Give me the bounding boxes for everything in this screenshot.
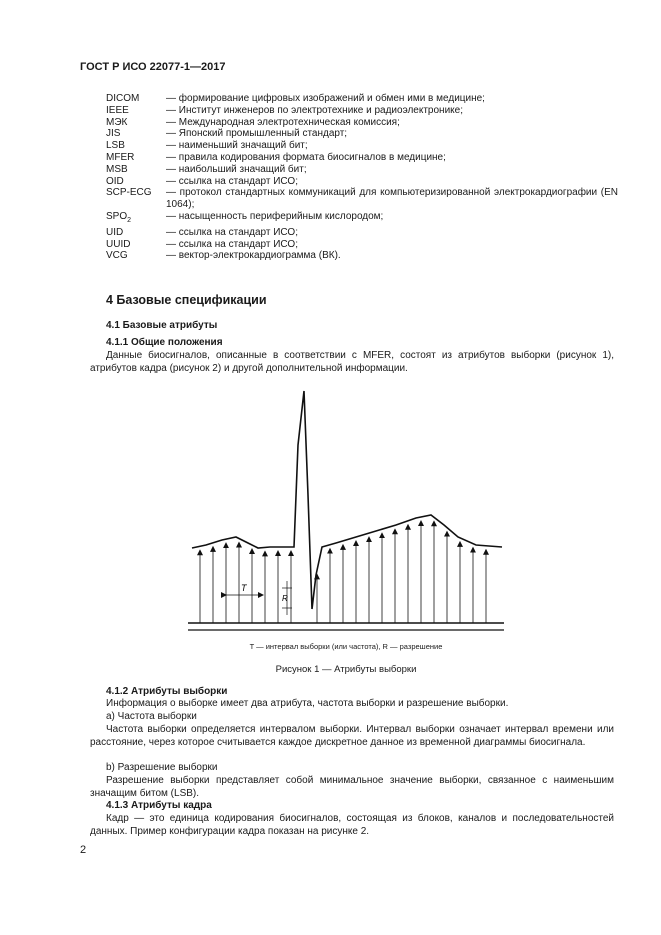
document-header: ГОСТ Р ИСО 22077-1—2017 [80, 61, 226, 73]
abbreviation-term: UID [106, 226, 124, 238]
abbreviation-term: VCG [106, 250, 128, 262]
figure-1-note: T — интервал выборки (или частота), R — разрешение [249, 642, 443, 651]
section-4-1-1-heading: 4.1.1 Общие положения [106, 337, 223, 348]
abbreviation-definition: — наименьший значащий бит; [166, 140, 308, 152]
section-4-1-2-heading: 4.1.2 Атрибуты выборки [106, 686, 228, 697]
abbreviation-row [106, 105, 618, 117]
abbreviation-row [106, 152, 618, 164]
abbreviation-definition: — Международная электротехническая комиссия; [166, 116, 400, 128]
abbreviation-row [106, 227, 618, 239]
abbreviation-row [106, 140, 618, 152]
abbreviation-term: JIS [106, 128, 121, 140]
paragraph-text: Частота выборки определяется интервалом выборки. Интервал выборки означает интервал времени или расстояние, через которое считывается каждое дискретное данное из временной диаграммы биосигнала. [90, 724, 614, 748]
abbreviation-term: SCP-ECG [106, 187, 152, 199]
section-4-1-heading: 4.1 Базовые атрибуты [106, 320, 218, 331]
paragraph-text: Разрешение выборки представляет собой минимальное значение выборки, связанное с наименьшим значащим битом (LSB). [90, 775, 614, 799]
abbreviation-term: UUID [106, 238, 131, 250]
label-R: R [282, 594, 288, 603]
abbreviation-list [106, 93, 618, 262]
abbreviation-term: IEEE [106, 104, 129, 116]
paragraph-4-1-1 [90, 350, 614, 375]
abbreviation-row [106, 176, 618, 188]
abbreviation-definition: — насыщенность периферийным кислородом; [166, 210, 384, 222]
abbreviation-term: LSB [106, 140, 125, 152]
abbreviation-definition: — Японский промышленный стандарт; [166, 128, 348, 140]
paragraph-text: Данные биосигналов, описанные в соответствии с MFER, состоят из атрибутов выборки (рисунок 1), атрибутов кадра (рисунок 2) и другой дополнительной информации. [90, 350, 614, 374]
abbreviation-row [106, 187, 618, 211]
paragraph-text: Информация о выборке имеет два атрибута, частота выборки и разрешение выборки. [106, 698, 509, 709]
paragraph-text: Кадр — это единица кодирования биосигналов, состоящая из блоков, каналов и последовательностей данных. Пример конфигурации кадра показан на рисунке 2. [90, 813, 614, 837]
biosignal-waveform [192, 391, 502, 609]
abbreviation-row [106, 239, 618, 251]
sample-stick-group [200, 521, 486, 623]
section-4-1-3-heading: 4.1.3 Атрибуты кадра [106, 800, 212, 811]
item-a-label: а) Частота выборки [106, 711, 197, 722]
figure-1-caption: Рисунок 1 — Атрибуты выборки [275, 664, 417, 675]
abbreviation-row [106, 117, 618, 129]
abbreviation-definition: — наибольший значащий бит; [166, 163, 307, 175]
abbreviation-term: MSB [106, 163, 128, 175]
section-4-heading: 4 Базовые спецификации [106, 293, 267, 307]
abbreviation-definition: — правила кодирования формата биосигналов в медицине; [166, 151, 446, 163]
paragraph-4-1-2-intro [90, 698, 614, 711]
abbreviation-definition: — протокол стандартных коммуникаций для компьютеризированной электрокардиографии (EN 1064); [166, 187, 618, 211]
abbreviation-row [106, 128, 618, 140]
abbreviation-term: $SPO_2$ [106, 210, 132, 224]
interval-T-marker [226, 583, 263, 595]
abbreviation-definition: — Институт инженеров по электротехнике и радиоэлектронике; [166, 104, 463, 116]
abbreviation-term: OID [106, 175, 124, 187]
paragraph-4-1-3 [90, 813, 614, 838]
abbreviation-row [106, 211, 618, 227]
paragraph-sampling-rate [90, 724, 614, 749]
abbreviation-definition: — ссылка на стандарт ИСО; [166, 226, 298, 238]
resolution-R-marker [282, 581, 292, 615]
figure-1-sampling-diagram [186, 385, 506, 635]
abbreviation-term: DICOM [106, 93, 140, 104]
abbreviation-definition: — вектор-электрокардиограмма (ВК). [166, 250, 341, 262]
item-b-label: b) Разрешение выборки [106, 762, 218, 773]
abbreviation-row [106, 164, 618, 176]
abbreviation-row [106, 93, 618, 105]
label-T: T [241, 583, 247, 593]
abbreviation-term: MFER [106, 151, 135, 163]
abbreviation-definition: — ссылка на стандарт ИСО; [166, 175, 298, 187]
abbreviation-row [106, 250, 618, 262]
abbreviation-definition: — ссылка на стандарт ИСО; [166, 238, 298, 250]
page-number: 2 [80, 844, 87, 856]
abbreviation-definition: — формирование цифровых изображений и обмен ими в медицине; [166, 93, 485, 104]
paragraph-sampling-resolution [90, 775, 614, 800]
abbreviation-term: МЭК [106, 116, 128, 128]
